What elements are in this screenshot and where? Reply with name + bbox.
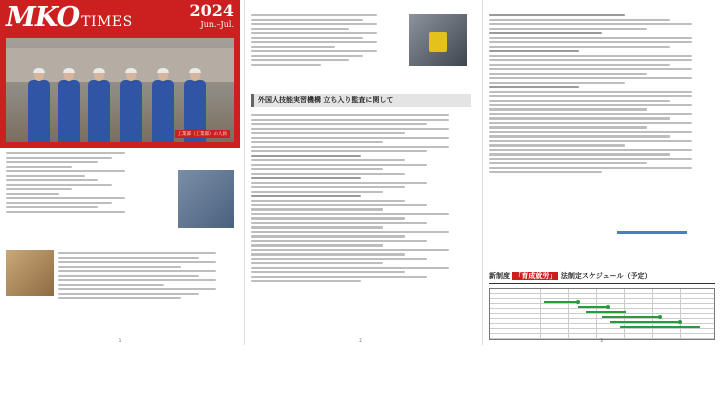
worker-figure <box>58 70 80 142</box>
article-text-block <box>251 12 391 68</box>
worker-figure <box>120 70 142 142</box>
schedule-title-highlight: 「育成就労」 <box>514 272 557 280</box>
page-2 <box>244 0 476 345</box>
forklift-shape <box>429 32 447 52</box>
logo-times: TIMES <box>81 14 133 30</box>
page-1 <box>0 0 240 345</box>
schedule-bar <box>586 311 626 313</box>
schedule-milestone <box>606 305 610 309</box>
schedule-title-suffix: 法制定スケジュール（予定） <box>560 272 652 280</box>
schedule-bar <box>610 321 680 323</box>
schedule-bar <box>544 301 578 303</box>
cover-banner <box>0 0 240 148</box>
issue-month: Jun.–Jul. <box>200 20 234 29</box>
page-number: 1 <box>118 338 122 343</box>
article-photo-forklift <box>409 14 467 66</box>
photo-caption: 工業部（工業部）の人員 <box>175 130 231 138</box>
schedule-milestone <box>576 300 580 304</box>
page-3 <box>482 0 720 345</box>
worker-figure <box>28 70 50 142</box>
article-text-block <box>58 250 234 302</box>
schedule-gantt-table <box>489 288 715 340</box>
cover-photo <box>6 38 234 142</box>
page-number: 2 <box>359 338 362 343</box>
page-number: 3 <box>600 338 603 343</box>
schedule-title-prefix: 新制度 <box>489 272 510 280</box>
article-text-block <box>489 12 715 176</box>
schedule-milestone <box>658 315 662 319</box>
worker-figure <box>88 70 110 142</box>
schedule-title <box>489 270 715 284</box>
article-text-block <box>251 112 471 285</box>
issue-year: 2024 <box>189 1 234 20</box>
article-text-block <box>6 150 138 215</box>
worker-figure <box>152 70 174 142</box>
schedule-milestone <box>678 320 682 324</box>
article-photo-boxes <box>6 250 54 296</box>
logo-mko: MKO <box>6 2 80 33</box>
schedule-bar <box>602 316 660 318</box>
reference-link[interactable] <box>617 231 687 234</box>
section-title: 外国人技能実習機構 立ち入り監査に関して <box>251 94 471 107</box>
schedule-bar <box>578 306 608 308</box>
newsletter-logo <box>6 2 133 36</box>
schedule-bar <box>620 326 700 328</box>
article-photo-warehouse <box>178 170 234 228</box>
issue-info <box>189 2 234 29</box>
